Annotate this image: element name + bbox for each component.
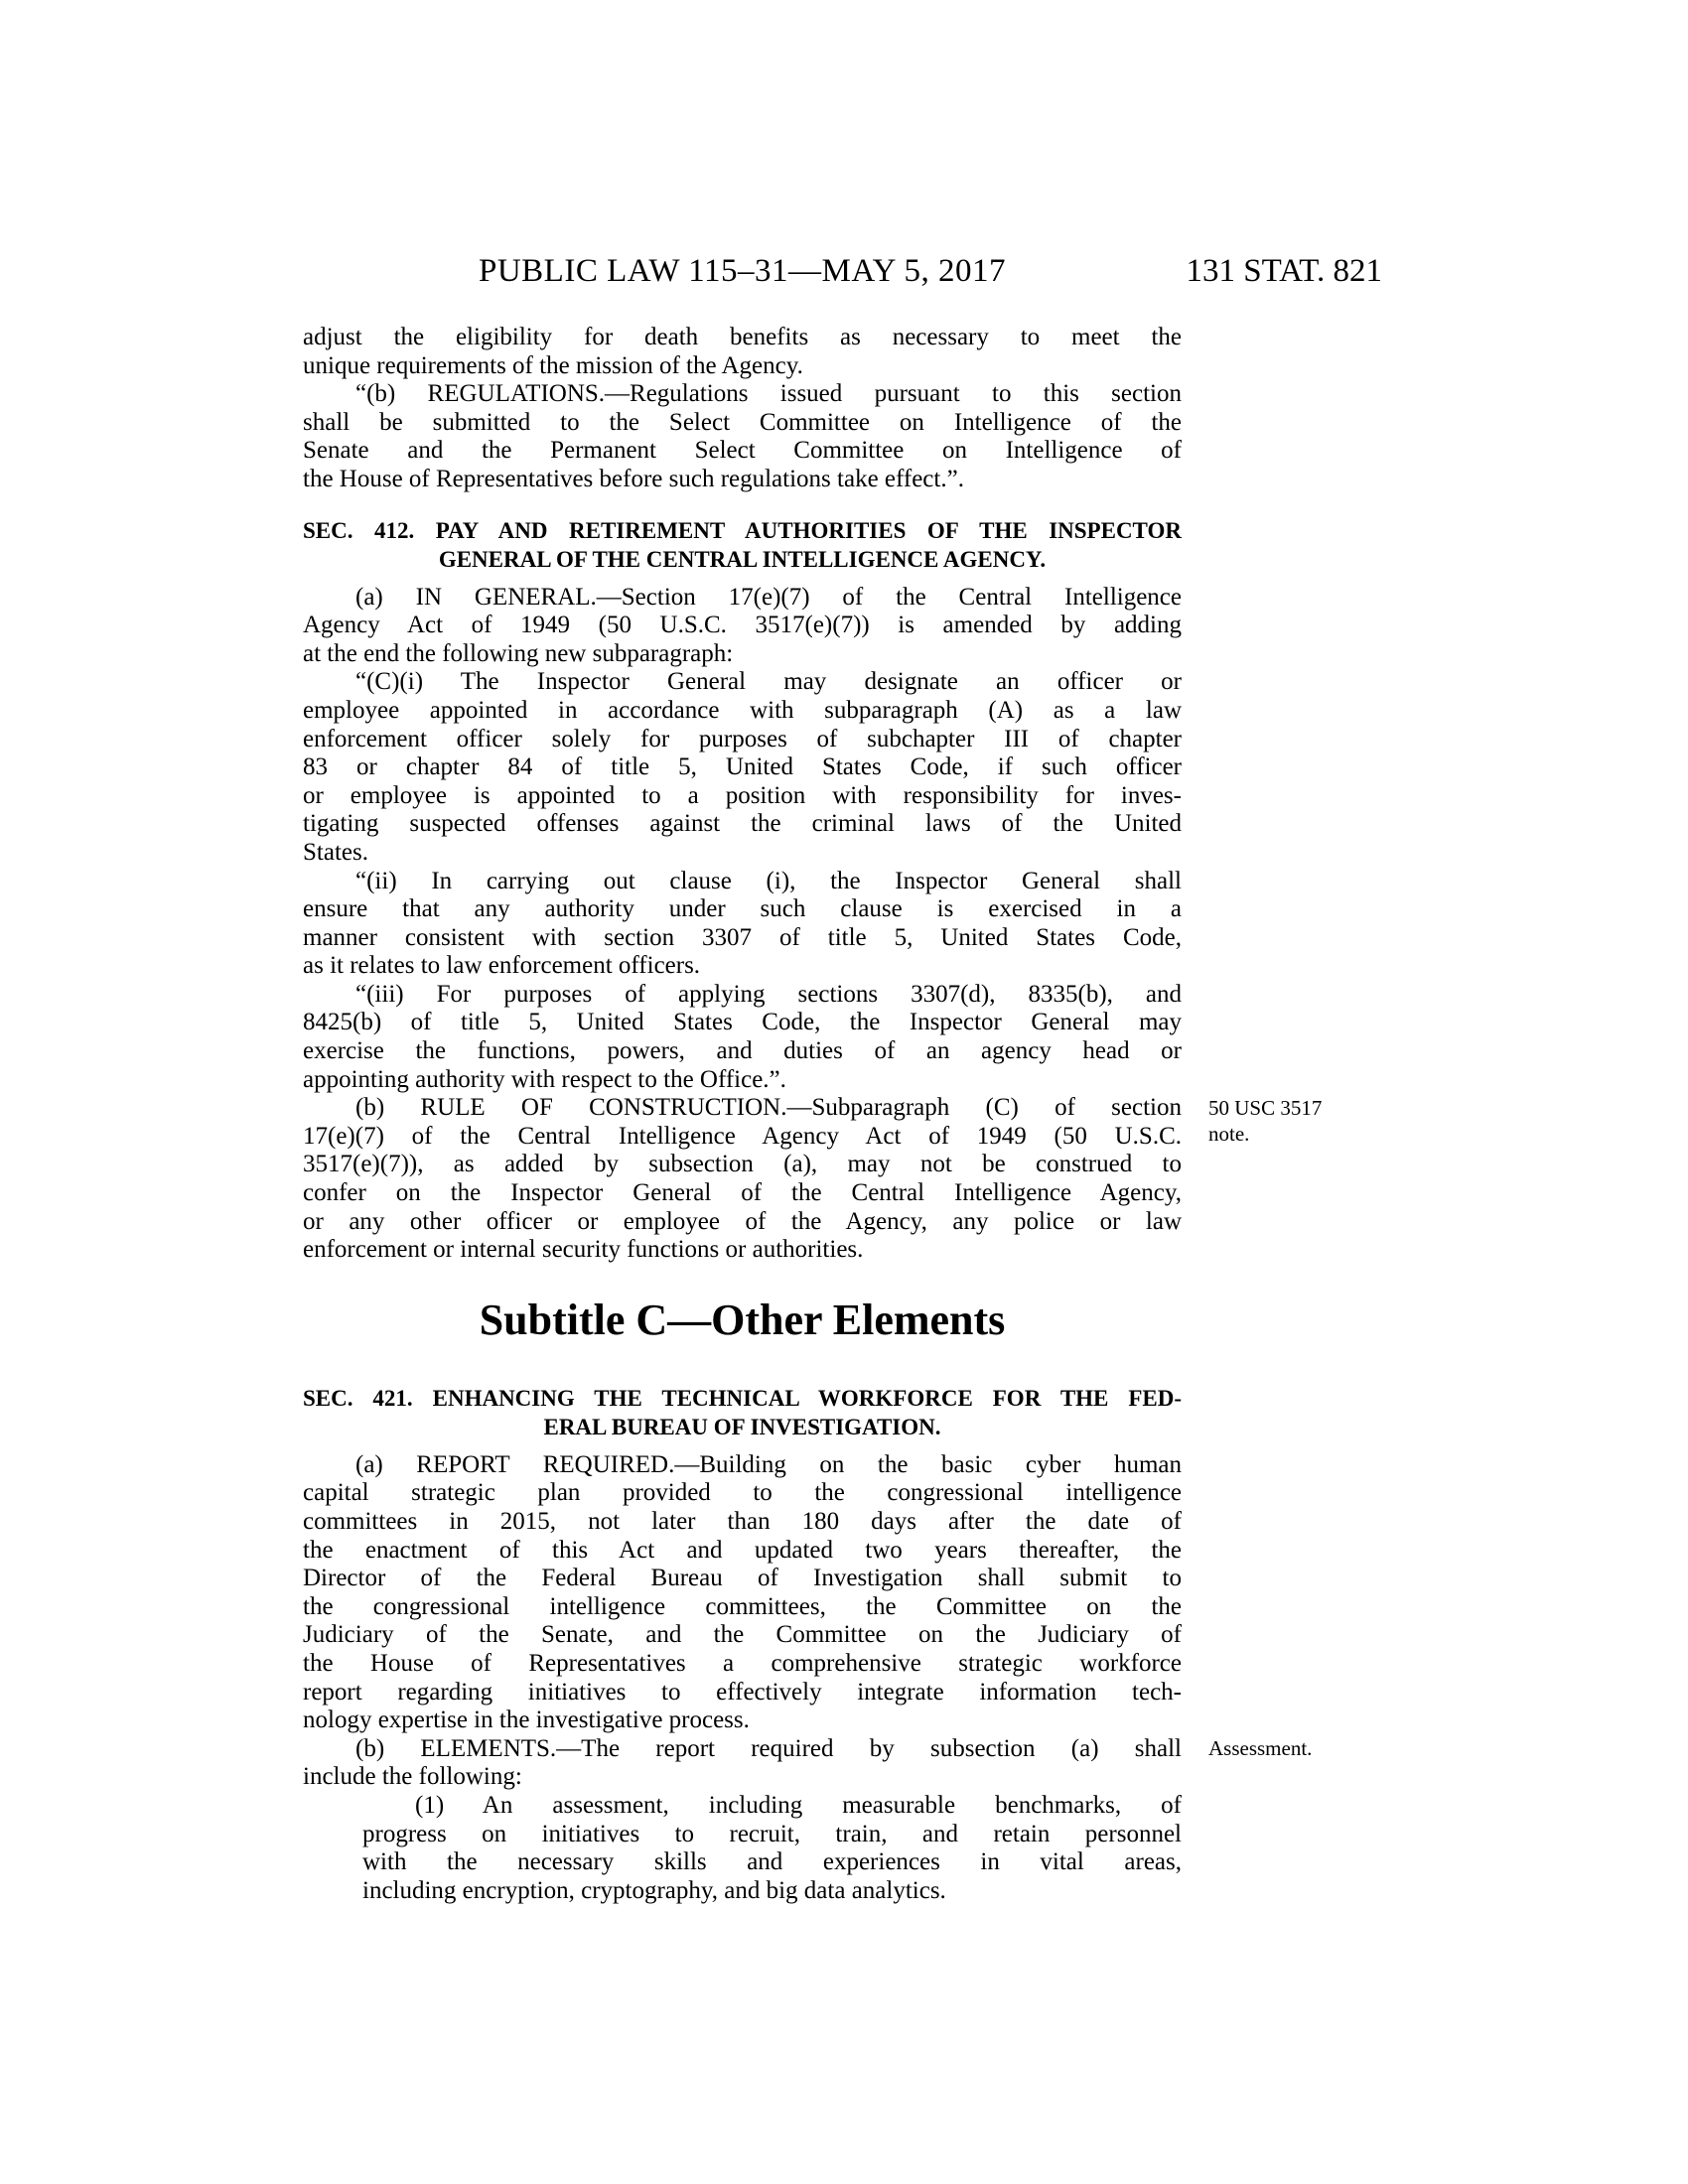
text-line: 3517(e)(7)), as added by subsection (a), may not be construed to <box>303 1151 1182 1178</box>
running-head-stat-page-number: 131 STAT. 821 <box>1186 253 1382 289</box>
text-line: (b) RULE OF CONSTRUCTION.—Subparagraph (C) of section <box>355 1094 1182 1122</box>
text-line: manner consistent with section 3307 of title 5, United States Code, <box>303 923 1182 951</box>
paragraph-clause-iii <box>303 981 1182 1094</box>
text-line: GENERAL OF THE CENTRAL INTELLIGENCE AGENCY. <box>438 546 1047 572</box>
text-line: Judiciary of the Senate, and the Committee on the Judiciary of <box>303 1621 1182 1649</box>
paragraph-rule-of-construction <box>303 1094 1182 1265</box>
text-line: tigating suspected offenses against the criminal laws of the United <box>303 810 1182 838</box>
text-line: SEC. 421. ENHANCING THE TECHNICAL WORKFORCE FOR THE FED- <box>303 1385 1182 1411</box>
text-line: the House of Representatives before such regulations take effect.”. <box>303 465 964 492</box>
paragraph-subparagraph-c <box>303 668 1182 867</box>
text-line: “(C)(i) The Inspector General may designate an officer or <box>355 668 1182 696</box>
paragraph-elements <box>303 1735 1182 1792</box>
section-heading-421 <box>303 1384 1182 1441</box>
main-text-column <box>303 324 1182 1905</box>
text-line: (b) ELEMENTS.—The report required by subsection (a) shall <box>355 1734 1182 1762</box>
text-line: at the end the following new subparagraph: <box>303 639 734 667</box>
text-line: Agency Act of 1949 (50 U.S.C. 3517(e)(7)) is amended by adding <box>303 612 1182 639</box>
text-line: “(b) REGULATIONS.—Regulations issued pursuant to this section <box>355 380 1182 408</box>
text-line: SEC. 412. PAY AND RETIREMENT AUTHORITIES OF THE INSPECTOR <box>303 517 1182 543</box>
text-line: States. <box>303 838 368 866</box>
text-line: or any other officer or employee of the Agency, any police or law <box>303 1207 1182 1235</box>
paragraph-clause-ii <box>303 868 1182 981</box>
margin-note-usc-citation <box>1208 1095 1397 1147</box>
text-line: as it relates to law enforcement officers. <box>303 952 701 980</box>
text-line: Senate and the Permanent Select Committee on Intelligence of <box>303 437 1182 465</box>
paragraph-continuation <box>303 324 1182 380</box>
text-line: (a) REPORT REQUIRED.—Building on the basic cyber human <box>355 1450 1182 1478</box>
text-line: (a) IN GENERAL.—Section 17(e)(7) of the Central Intelligence <box>355 583 1182 611</box>
text-line: adjust the eligibility for death benefits as necessary to meet the <box>303 324 1182 350</box>
text-line: or employee is appointed to a position with responsibility for inves- <box>303 781 1182 809</box>
text-line: progress on initiatives to recruit, train, and retain personnel <box>362 1820 1182 1847</box>
text-line: Director of the Federal Bureau of Investigation shall submit to <box>303 1565 1182 1592</box>
paragraph-report-required <box>303 1451 1182 1735</box>
text-line: 50 USC 3517 <box>1208 1096 1323 1120</box>
text-line: ERAL BUREAU OF INVESTIGATION. <box>543 1414 941 1439</box>
paragraph-in-general <box>303 584 1182 669</box>
text-line: the enactment of this Act and updated two years thereafter, the <box>303 1536 1182 1564</box>
text-line: confer on the Inspector General of the Central Intelligence Agency, <box>303 1179 1182 1207</box>
text-line: employee appointed in accordance with subparagraph (A) as a law <box>303 696 1182 724</box>
text-line: ensure that any authority under such clause is exercised in a <box>303 895 1182 923</box>
text-line: (1) An assessment, including measurable benchmarks, of <box>415 1791 1182 1819</box>
text-line: unique requirements of the mission of the Agency. <box>303 351 803 379</box>
text-line: 17(e)(7) of the Central Intelligence Agency Act of 1949 (50 U.S.C. <box>303 1122 1182 1150</box>
text-line: “(ii) In carrying out clause (i), the Inspector General shall <box>355 867 1182 894</box>
text-line: enforcement officer solely for purposes of subchapter III of chapter <box>303 725 1182 752</box>
text-line: appointing authority with respect to the Office.”. <box>303 1065 786 1093</box>
subtitle-c-heading: Subtitle C—Other Elements <box>479 1295 1006 1344</box>
text-line: 83 or chapter 84 of title 5, United States Code, if such officer <box>303 753 1182 781</box>
text-line: Assessment. <box>1208 1736 1313 1760</box>
text-line: including encryption, cryptography, and big data analytics. <box>362 1876 946 1904</box>
text-line: capital strategic plan provided to the congressional intelligence <box>303 1479 1182 1507</box>
text-line: the House of Representatives a comprehensive strategic workforce <box>303 1649 1182 1677</box>
text-line: 8425(b) of title 5, United States Code, the Inspector General may <box>303 1009 1182 1036</box>
running-head-law-title: PUBLIC LAW 115–31—MAY 5, 2017 <box>478 253 1007 289</box>
section-heading-412 <box>303 516 1182 574</box>
text-line: include the following: <box>303 1763 522 1791</box>
text-line: the congressional intelligence committees, the Committee on the <box>303 1592 1182 1620</box>
text-line: “(iii) For purposes of applying sections 3307(d), 8335(b), and <box>355 980 1182 1008</box>
text-line: note. <box>1208 1122 1250 1146</box>
text-line: committees in 2015, not later than 180 days after the date of <box>303 1508 1182 1535</box>
text-line: shall be submitted to the Select Committee on Intelligence of the <box>303 408 1182 436</box>
margin-note-assessment <box>1208 1735 1397 1761</box>
paragraph-item-1 <box>362 1792 1182 1905</box>
text-line: exercise the functions, powers, and duties of an agency head or <box>303 1037 1182 1065</box>
text-line: with the necessary skills and experiences in vital areas, <box>362 1848 1182 1876</box>
text-line: nology expertise in the investigative process. <box>303 1706 750 1734</box>
text-line: enforcement or internal security functions or authorities. <box>303 1236 864 1264</box>
paragraph-regulations <box>303 380 1182 493</box>
text-line: report regarding initiatives to effectively integrate information tech- <box>303 1678 1182 1706</box>
